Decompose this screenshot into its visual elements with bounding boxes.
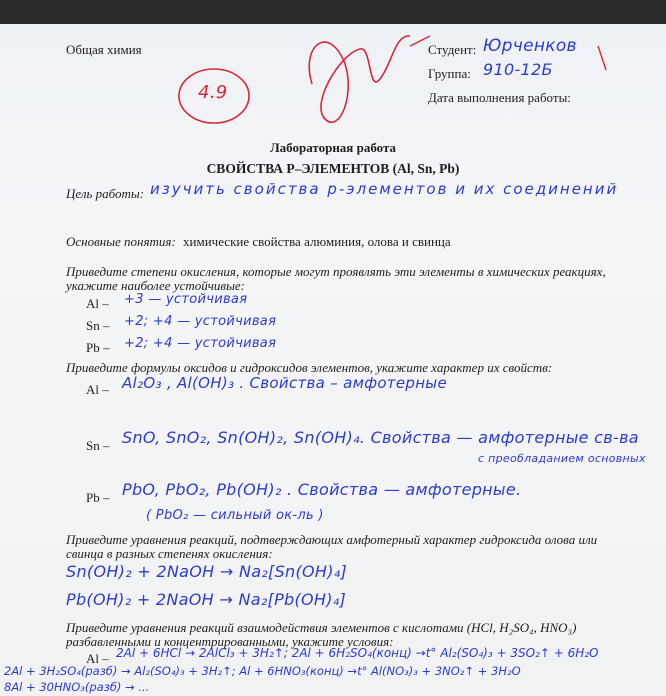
worksheet-page (0, 24, 666, 696)
q2-al-answer: Al₂O₃ , Al(OH)₃ . Свойства – амфотерные (122, 374, 447, 392)
group-value: 910-12Б (483, 60, 553, 79)
q1-al-answer: +3 — устойчивая (124, 292, 248, 307)
q1-al-label: Al – (86, 296, 109, 311)
q1-pb-answer: +2; +4 — устойчивая (124, 336, 277, 351)
q1-sn-label: Sn – (86, 318, 110, 333)
q4-prompt-2: разбавленными и концентрированными, укажите условия: (66, 634, 394, 649)
q3-equation-2: Pb(OH)₂ + 2NaOH → Na₂[Pb(OH)₄] (66, 590, 347, 609)
q2-prompt: Приведите формулы оксидов и гидроксидов элементов, укажите характер их свойств: (66, 360, 553, 375)
concepts-label: Основные понятия: (66, 234, 176, 249)
q2-sn-answer: SnO, SnO₂, Sn(OH)₂, Sn(OH)₄. Свойства — амфотерные св-ва (122, 428, 639, 447)
signature-tail (410, 36, 430, 46)
student-name: Юрченков (483, 36, 577, 56)
goal-answer: изучить свойства р-элементов и их соединений (150, 180, 619, 198)
group-label: Группа: (428, 66, 471, 81)
concepts-text: химические свойства алюминия, олова и свинца (183, 234, 451, 249)
concepts-line (66, 234, 451, 250)
grade-mark: 4.9 (198, 82, 228, 103)
q4-prompt-1: Приведите уравнения реакций взаимодействия элементов с кислотами (HCl, H₂SO₄, HNO₃) (66, 620, 577, 635)
q2-pb-answer: PbO, PbO₂, Pb(OH)₂ . Свойства — амфотерные. (122, 480, 522, 499)
q2-pb-answer-2: ( PbO₂ — сильный ок-ль ) (146, 508, 324, 523)
top-bar (0, 0, 666, 24)
q2-al-label: Al – (86, 382, 109, 397)
teacher-signature-icon (309, 36, 410, 122)
q3-equation-1: Sn(OH)₂ + 2NaOH → Na₂[Sn(OH)₄] (66, 562, 348, 581)
q3-prompt-2: свинца в разных степенях окисления: (66, 546, 273, 561)
q4-al-label: Al – (86, 651, 109, 666)
signature-stroke (598, 46, 606, 70)
q1-prompt-1: Приведите степени окисления, которые могут проявлять эти элементы в химических реакциях, (66, 264, 606, 279)
course-name: Общая химия (66, 42, 142, 57)
q2-pb-label: Pb – (86, 490, 110, 505)
q2-sn-label: Sn – (86, 438, 110, 453)
q4-line-3: 8Al + 30HNO₃(разб) → ... (4, 680, 150, 694)
goal-label: Цель работы: (66, 186, 145, 201)
lab-kind: Лабораторная работа (269, 140, 397, 155)
q1-sn-answer: +2; +4 — устойчивая (124, 314, 277, 329)
lab-title: СВОЙСТВА P–ЭЛЕМЕНТОВ (Al, Sn, Pb) (206, 161, 460, 176)
q1-pb-label: Pb – (86, 340, 110, 355)
q4-line-2: 2Al + 3H₂SO₄(разб) → Al₂(SO₄)₃ + 3H₂↑; Al + 6HNO₃(конц) →t° Al(NO₃)₃ + 3NO₂↑ + 3H₂O (4, 664, 521, 678)
q1-prompt-2: укажите наиболее устойчивые: (66, 278, 245, 293)
student-label: Студент: (428, 42, 477, 57)
q4-line-1: 2Al + 6HCl → 2AlCl₃ + 3H₂↑; 2Al + 6H₂SO₄(конц) →t° Al₂(SO₄)₃ + 3SO₂↑ + 6H₂O (116, 646, 599, 660)
q2-sn-answer-2: с преобладанием основных (478, 452, 646, 465)
q3-prompt-1: Приведите уравнения реакций, подтверждающих амфотерный характер гидроксида олова или (66, 532, 598, 547)
date-label: Дата выполнения работы: (428, 90, 571, 105)
